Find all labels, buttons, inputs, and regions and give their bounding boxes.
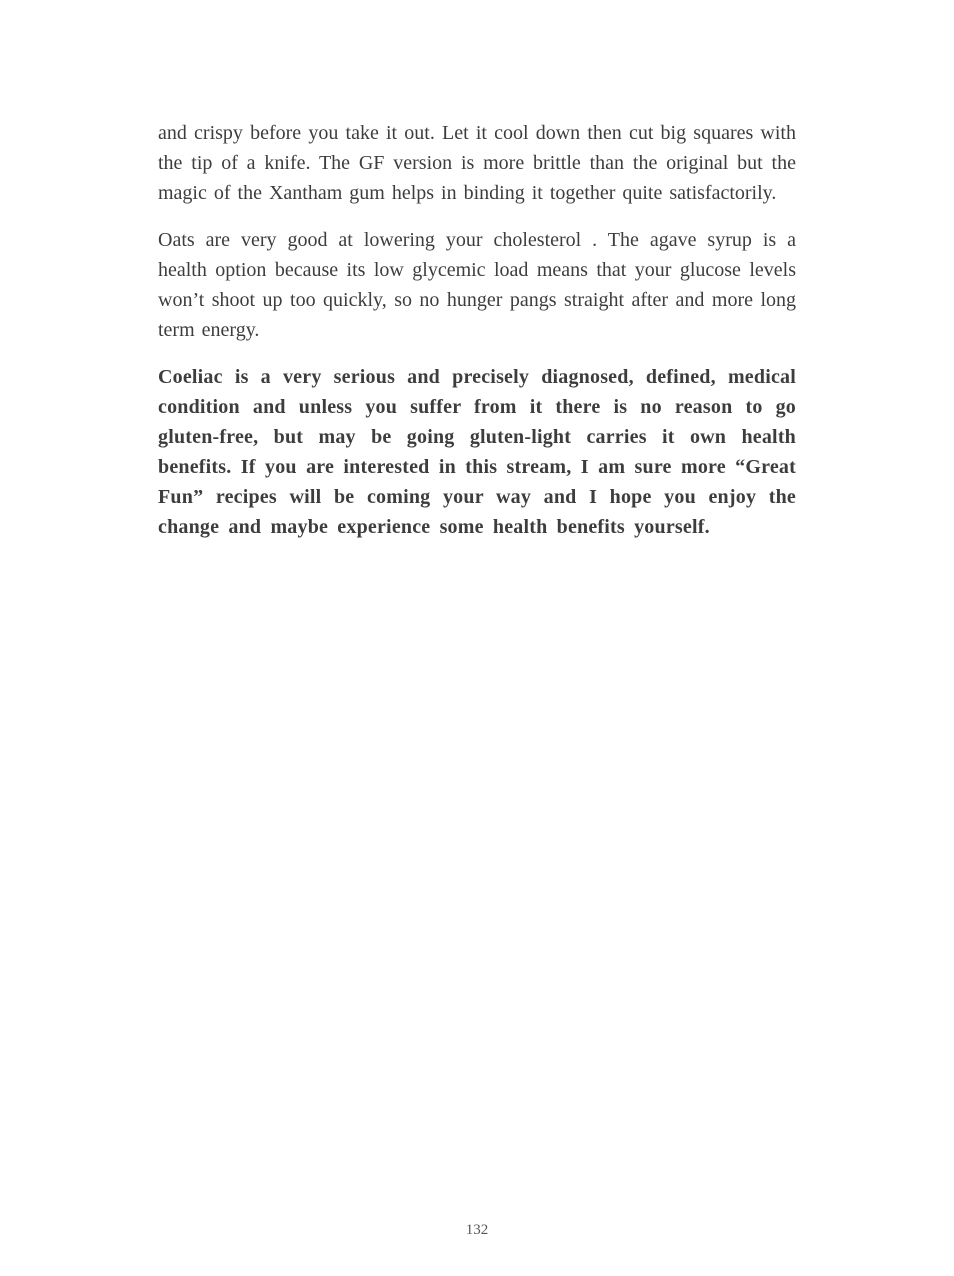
- paragraph-crispy-squares: and crispy before you take it out. Let it cool down then cut big squares with the tip of a knife. The GF version is more brittle than the original but the magic of the Xantham gum helps in binding it together quite satisfactorily.: [158, 122, 796, 204]
- text-block: [158, 118, 796, 559]
- paragraph-oats-cholesterol: Oats are very good at lowering your cholesterol . The agave syrup is a health option because its low glycemic load means that your glucose levels won’t shoot up too quickly, so no hunger pangs straight after and more long term energy.: [158, 229, 796, 341]
- page-number: 132: [465, 1222, 489, 1238]
- paragraph-coeliac-bold: Coeliac is a very serious and precisely diagnosed, defined, medical condition and unless you suffer from it there is no reason to go gluten-free, but may be going gluten-light carries it own health benefits. If you are interested in this stream, I am sure more “Great Fun” recipes will be coming your way and I hope you enjoy the change and maybe experience some health benefits yourself.: [158, 366, 796, 538]
